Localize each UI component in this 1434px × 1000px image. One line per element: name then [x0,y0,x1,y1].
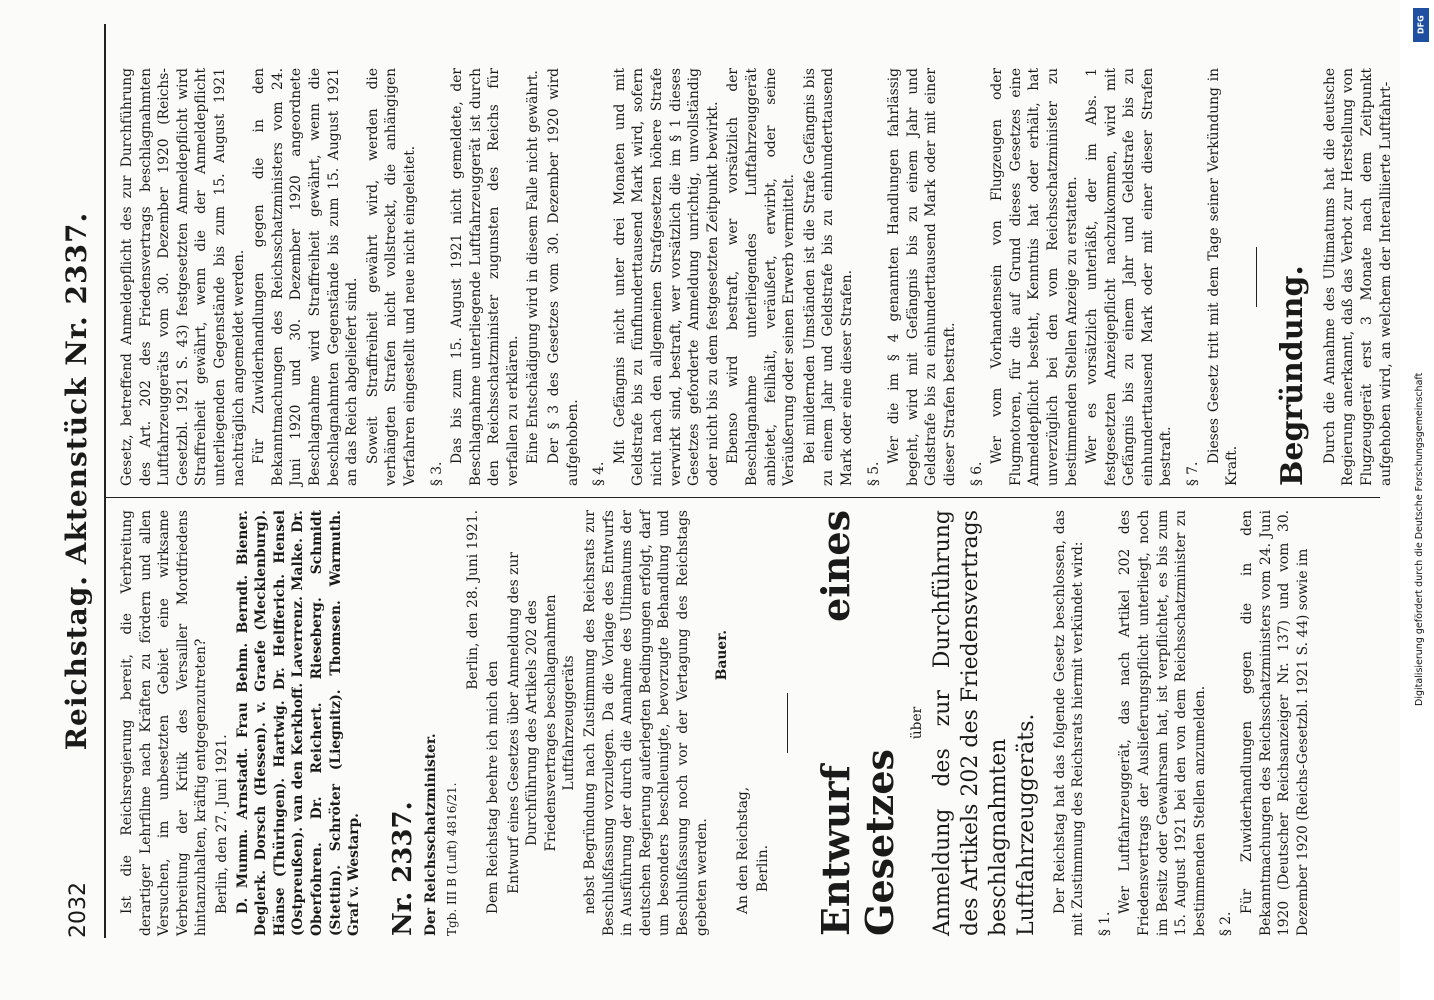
page-title: Reichstag. Aktenstück Nr. 2337. [60,211,93,751]
credit-text: Digitalisierung gefördert durch die Deutsche Forschungsgemeinschaft [1414,372,1425,706]
bill-title: Entwurf eines Gesetzes [813,510,902,936]
separator [787,693,788,753]
intro-paragraph: Ist die Reichsregierung bereit, die Verbreitung derartiger Lehrfilme nach Kräften zu fördern und allen Versuchen, im unbesetzten Gebiet eine wirksame Verbreitung der Kritik des Versailler Mordfriedens hintanzuhalten, kräftig entgegenzutreten? [119,510,210,936]
right-column [118,68,1397,486]
section-5-text: Wer die im § 4 genannten Handlungen fahrlässig begeht, wird mit Gefängnis bis zu einem Jahr und Geldstrafe bis zu einhunderttausend Mark oder mit einer dieser Strafen bestraft. [886,68,958,486]
section-3-text-1: Das bis zum 15. August 1921 nicht gemeldete, der Beschlagnahme unterliegende Luftfahrzeuggerät ist durch den Reichsschatzminister zugunsten des Reichs für verfallen zu erklären. [449,68,521,486]
letter-opening: Dem Reichstag beehre ich mich den [485,660,502,914]
bill-ueber: über [909,706,925,740]
section-4-text-1: Mit Gefängnis nicht unter drei Monaten und mit Geldstrafe bis zu fünfhunderttausend Mark wird, sofern nicht nach den allgemeinen Strafgesetzen höhere Strafe verwirkt sind, bestraft, wer vorsätzlich die im § 1 dieses Gesetzes geforderte Anmeldung unrichtig, unvollständig oder nicht bis zu dem festgesetzten Zeitpunkt bewirkt. [611,68,721,486]
document-number: Nr. 2337. [387,801,418,936]
section-1-heading: § 1. [1096,911,1113,936]
section-3-text-3: Der § 3 des Gesetzes vom 30. Dezember 1920 wird aufgehoben. [546,68,581,486]
section-6-text-2: Wer es vorsätzlich unterläßt, der im Abs. 1 festgesetzten Anzeigepflicht nachzukommen, wird mit Gefängnis bis zu einem Jahr und Geldstrafe bis zu einhunderttausend Mark oder mit einer dieser Strafen bestraft. [1084,68,1175,486]
section-6-heading: § 6. [968,461,985,486]
section-4-heading: § 4. [591,461,608,486]
section-2-text: Für Zuwiderhandlungen gegen die in den Bekanntmachungen des Reichsschatzministers vom 24. Juni 1920 (Deutscher Reichsanzeiger Nr. 137) und vom 30. Dezember 1920 (Reichs-Gesetzbl. 1921 S. 44) sowie im [1238,510,1311,936]
enactment-clause: Der Reichstag hat das folgende Gesetz beschlossen, das mit Zustimmung des Reichsrats hiermit verkündet wird: [1051,510,1087,936]
section-2-heading: § 2. [1218,911,1235,936]
letter-body: nebst Begründung nach Zustimmung des Reichsrats zur Beschlußfassung vorzulegen. Da die Vorlage des Entwurfs in Ausführung der durch die Annahme des Ultimatums der deutschen Regierung auferlegten Bedingungen erfolgt, darf um besonders beschleunigte, bevorzugte Behandlung und Beschlußfassung noch vor der Vertagung des Reichstags gebeten werden. [582,510,710,936]
digitization-credit [1412,8,1430,992]
begruendung-text: Durch die Annahme des Ultimatums hat die deutsche Regierung anerkannt, daß das Verbot zur Herstellung von Flugzeuggerät erst 3 Monate nach dem Zeitpunkt aufgehoben wird, an welchem der Interalliierte Luftfahrt- [1321,68,1394,486]
section-7-text: Dieses Gesetz tritt mit dem Tage seiner Verkündung in Kraft. [1205,68,1241,486]
continued-paragraph: Gesetz, betreffend Anmeldepflicht des zur Durchführung des Art. 202 des Friedensvertrags beschlagnahmten Luftfahrzeuggeräts vom 30. Dezember 1920 (Reichs-Gesetzbl. 1921 S. 43) festgesetzten Anmeldepflicht wird Straffreiheit gewährt, wenn die der Anmeldepflicht unterliegenden Gegenstände bis zum 15. August 1921 nachträglich angemeldet werden. [119,68,247,486]
column-divider [104,497,1380,498]
paragraph-3: Soweit Straffreiheit gewährt wird, werden die verhängten Strafen nicht vollstreckt, die anhängigen Verfahren eingestellt und neue nicht eingeleitet. [364,68,418,486]
addressee-line-2: Berlin. [755,845,772,892]
left-column [118,510,1314,936]
begruendung-heading: Begründung. [1274,265,1310,486]
letter-subject: Entwurf eines Gesetzes über Anmeldung des zur Durchführung des Artikels 202 des Friedensvertrages beschlagnahmten Luftfahrzeuggeräts [505,552,578,894]
addressee-line-1: An den Reichstag, [734,786,751,914]
header-rule [104,24,106,938]
sender-reference: Tgb. III B (Luft) 4816/21. [444,782,459,936]
signatories: D. Mumm. Arnstadt. Frau Behm. Berndt. Biener. Deglerk. Dorsch (Hessen). v. Graefe (Mecklenburg). Hänse (Thüringen). Hartwig. Dr. Helfferich. Hensel (Ostpreußen). van den Kerkhoff. Laverrenz. Malke. Dr. Oberfohren. Dr. Reichert. Rieseberg. Schmidt (Stettin). Schröter (Liegnitz). Thomsen. Warmuth. Graf v. Westarp. [234,510,363,936]
section-3-text-2: Eine Entschädigung wird in diesem Falle nicht gewährt. [525,70,542,464]
section-7-heading: § 7. [1185,461,1202,486]
bill-subtitle: Anmeldung des zur Durchführung des Artikels 202 des Friedensvertrags beschlagnahmten Luftfahrzeuggeräts. [929,510,1039,936]
section-6-text-1: Wer vom Vorhandensein von Flugzeugen oder Flugmotoren, für die auf Grund dieses Gesetzes eine Anmeldepflicht besteht, Kenntnis hat oder erhält, hat unverzüglich bei den vom Reichsschatzminister zu bestimmenden Stellen Anzeige zu erstatten. [989,68,1080,486]
dfg-logo: DFG [1413,8,1429,42]
letter-date: Berlin, den 28. Juni 1921. [464,510,481,690]
section-4-text-2: Ebenso wird bestraft, wer vorsätzlich der Beschlagnahme unterliegendes Luftfahrzeuggerät anbietet, feilhält, veräußert, erwirbt, oder seine Veräußerung oder seinen Erwerb vermittelt. [725,68,798,486]
section-3-heading: § 3. [428,461,445,486]
section-5-heading: § 5. [865,461,882,486]
page-header [58,24,102,938]
separator [1256,247,1257,307]
page-number: 2032 [66,882,91,938]
sender: Der Reichsschatzminister. [423,733,440,936]
paragraph-2: Für Zuwiderhandlungen gegen die in den Bekanntmachungen des Reichsschatzministers vom 24. Juni 1920 und 30. Dezember 1920 angeordnete Beschlagnahme wird Straffreiheit gewährt, wenn die beschlagnahmten Gegenstände bis zum 15. August 1921 an das Reich abgeliefert sind. [251,68,361,486]
signature: Bauer. [714,630,731,681]
section-4-text-3: Bei mildernden Umständen ist die Strafe Gefängnis bis zu einem Jahr und Geldstrafe bis zu einhunderttausend Mark oder eine dieser Strafen. [801,68,855,486]
section-1-text: Wer Luftfahrzeuggerät, das nach Artikel 202 des Friedensvertrags der Auslieferungspflicht unterliegt, noch im Besitz oder Gewahrsam hat, ist verpflichtet, es bis zum 15. August 1921 bei den von dem Reichsschatzminister zu bestimmenden Stellen anzumelden. [1117,510,1208,936]
date-line: Berlin, den 27. Juni 1921. [213,734,230,914]
